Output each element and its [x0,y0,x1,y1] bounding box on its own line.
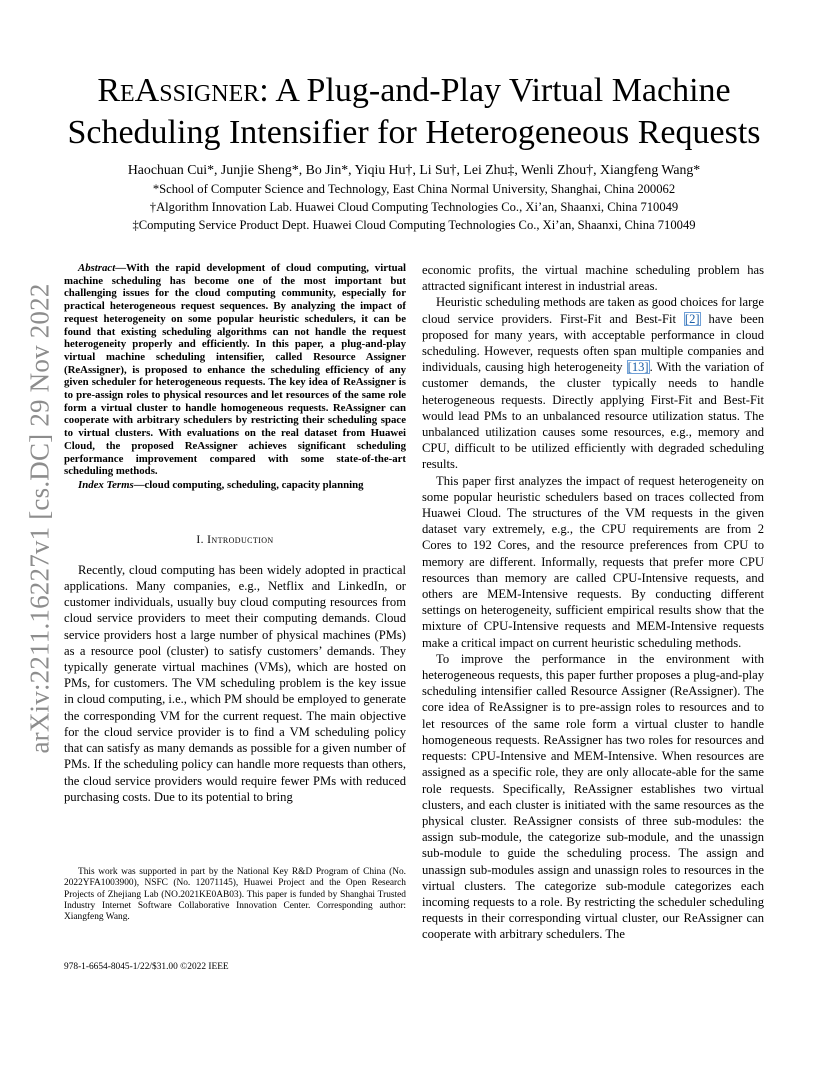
paragraph-analysis: This paper first analyzes the impact of request heterogeneity on some popular heuristic schedulers based on traces collected from Huawei Cloud. The structures of the VM requests in the given dataset vary extremely, e.g., the CPU requirements are from 2 Cores to 192 Cores, and the resource preferences from CPU to memory are different. Informally, requests that prefer more CPU resources than memory are called CPU-Intensive requests, and others are MEM-Intensive requests. By conducting different settings on heterogeneity, sufficient empirical results show that the mixture of CPU-Intensive requests and MEM-Intensive requests make a critical impact on current heuristic scheduling methods. [422,473,764,650]
heuristics-text-a: Heuristic scheduling methods are taken as good choices for large cloud service providers. First-Fit and Best-Fit [422,295,764,326]
copyright-notice: 978-1-6654-8045-1/22/$31.00 ©2022 IEEE [64,962,229,972]
affiliation-1: *School of Computer Science and Technology, East China Normal University, Shanghai, China 200062 [152,182,676,196]
title-line1: : A Plug-and-Play Virtual Machine [259,72,731,109]
heuristics-text-b: have been proposed for many years, with acceptable performance in cloud scheduling. However, requests often span multiple companies and individuals, causing high heterogeneity [422,311,764,375]
heuristics-text-c: . With the variation of customer demands, the cluster typically needs to handle heterogeneous requests. Directly applying First-Fit and Best-Fit would lead PMs to an unbalanced resource utilization status. The unbalanced utilization causes some resources, e.g., memory and CPU, difficult to be utilized efficiently with degraded scheduling results. [422,360,764,472]
abstract [64,262,406,478]
index-terms-label: Index Terms [78,478,134,491]
index-terms [64,479,406,492]
paragraph-reassigner: To improve the performance in the environment with heterogeneous requests, this paper further proposes a plug-and-play scheduling intensifier called Resource Assigner (ReAssigner). The core idea of ReAssigner is to pre-assign roles to resources and to let resources of the same role form a virtual cluster to handle homogeneous requests. ReAssigner has two roles for resources and requests: CPU-Intensive and MEM-Intensive. When resources are assigned as a specific role, they are only allocate-able for the same role requests. Specifically, ReAssigner establishes two virtual clusters, and each cluster is initiated with the same resources as the physical cluster. ReAssigner consists of three sub-modules: the assign sub-module, the categorize sub-module, and the unassign sub-module to guide the scheduling process. The assign and unassign sub-modules assign and unassign roles to resources in the virtual clusters. The categorize sub-module categorizes each incoming requests to a role. By restricting the scheduler scheduling requests in their corresponding virtual cluster, our ReAssigner can cooperate with arbitrary schedulers. The [422,651,764,942]
intro-paragraph: Recently, cloud computing has been widely adopted in practical applications. Many companies, e.g., Netflix and LinkedIn, or customer individuals, usually buy cloud computing resources from cloud service providers to meet their computing demands. Cloud service providers host a large number of physical machines (PMs) as a resource pool (cluster) to satisfy customers’ demands. They typically generate virtual machines (VMs), which are hosted on PMs, for customers. The VM scheduling problem is the key issue in cloud computing, i.e., which PM should be employed to generate the corresponding VM for the current request. The main objective for the cloud service provider is to find a VM scheduling policy that can satisfy as many demands as possible for a given number of PMs. If the scheduling policy can handle more requests than others, the cloud service providers would require fewer PMs with reduced purchasing costs. Due to its potential to bring [64,562,406,804]
section-heading-introduction: I. Introduction [196,533,274,546]
abstract-label: Abstract [78,262,116,274]
index-terms-text: —cloud computing, scheduling, capacity planning [133,478,364,491]
title-line2: Scheduling Intensifier for Heterogeneous Requests [67,114,761,151]
paper-title [64,70,764,154]
arxiv-id-text: arXiv:2211.16227v1 [cs.DC] 29 Nov 2022 [24,282,55,754]
left-column [64,262,406,805]
title-name: ReAssigner [97,72,260,109]
affiliations [64,180,764,234]
author-list: Haochuan Cui*, Junjie Sheng*, Bo Jin*, Yiqiu Hu†, Li Su†, Lei Zhu‡, Wenli Zhou†, Xiangfeng Wang* [127,162,701,177]
citation-link-13[interactable]: [13] [627,360,649,375]
paragraph-continued: economic profits, the virtual machine scheduling problem has attracted significant interest in industrial areas. [422,263,764,294]
arxiv-identifier [8,278,72,758]
affiliation-3: ‡Computing Service Product Dept. Huawei Cloud Computing Technologies Co., Xi’an, Shaanxi, China 710049 [132,218,696,232]
abstract-text: —With the rapid development of cloud computing, virtual machine scheduling has become one of the most important but challenging issues for the cloud computing community, especially for practical heterogeneous request sequences. By analyzing the impact of request heterogeneity on some popular heuristic schedulers, it can be found that existing scheduling algorithms can not handle the request heterogeneity properly and efficiently. In this paper, a plug-and-play virtual machine scheduling intensifier, called Resource Assigner (ReAssigner), is proposed to enhance the scheduling efficiency of any given scheduler for heterogeneous requests. The key idea of ReAssigner is to pre-assign roles to physical resources and let resources of the same role form a virtual cluster to handle homogeneous requests. ReAssigner can cooperate with arbitrary schedulers by restricting their scheduling space to virtual clusters. With evaluations on the real dataset from Huawei Cloud, the proposed ReAssigner achieves significant scheduling performance improvement compared with some state-of-the-art scheduling methods. [64,262,406,478]
funding-footnote: This work was supported in part by the National Key R&D Program of China (No. 2022YFA1003900), NSFC (No. 12071145), Huawei Project and the Open Research Projects of Zhejiang Lab (NO.2021KE0AB03). This paper is funded by Shanghai Trusted Industry Internet Software Collaborative Innovation Center. Corresponding author: Xiangfeng Wang. [64,867,406,923]
citation-link-2[interactable]: [2] [684,311,700,326]
right-column [422,262,764,943]
paragraph-heuristics [422,294,764,472]
affiliation-2: †Algorithm Innovation Lab. Huawei Cloud Computing Technologies Co., Xi’an, Shaanxi, China 710049 [149,200,679,214]
